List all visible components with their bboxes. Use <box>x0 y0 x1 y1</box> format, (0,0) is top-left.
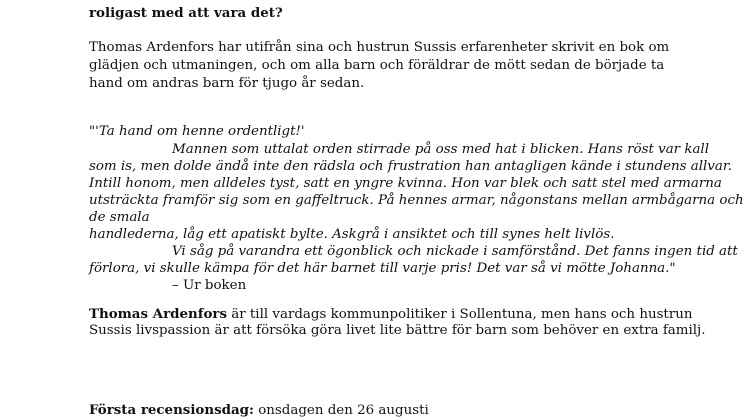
author-bio-line-2: Sussis livspassion är att försöka göra livet lite bättre för barn som behöver en extra familj. <box>89 323 706 338</box>
quote-source: – Ur boken <box>172 278 247 293</box>
quote-line-5: utsträckta framför sig som en gaffeltruck. På hennes armar, någonstans mellan armbågarna och <box>89 193 744 208</box>
quote-line-6: de smala <box>89 210 150 225</box>
quote-line-7: handlederna, låg ett apatiskt bylte. Askgrå i ansiktet och till synes helt livlös. <box>89 227 615 242</box>
author-bio-rest: är till vardags kommunpolitiker i Sollentuna, men hans och hustrun <box>227 307 693 322</box>
quote-line-8: Vi såg på varandra ett ögonblick och nickade i samförstånd. Det fanns ingen tid att <box>172 244 738 259</box>
review-date-value: onsdagen den 26 augusti <box>253 403 429 418</box>
para1-line-2: glädjen och utmaningen, och om alla barn och föräldrar de mött sedan de började ta <box>89 58 665 73</box>
author-name: Thomas Ardenfors <box>89 306 228 322</box>
review-date-label: Första recensionsdag: <box>89 402 254 418</box>
quote-line-1: "'Ta hand om henne ordentligt!' <box>89 124 305 139</box>
para1-line-1: Thomas Ardenfors har utifrån sina och hustrun Sussis erfarenheter skrivit en bok om <box>89 40 670 55</box>
intro-question-tail: roligast med att vara det? <box>89 5 283 21</box>
review-date <box>89 401 429 420</box>
quote-line-2: Mannen som uttalat orden stirrade på oss med hat i blicken. Hans röst var kall <box>172 142 709 157</box>
quote-line-4: Intill honom, men alldeles tyst, satt en yngre kvinna. Hon var blek och satt stel med armarna <box>89 176 722 191</box>
para1-line-3: hand om andras barn för tjugo år sedan. <box>89 76 365 91</box>
quote-line-3: som is, men dolde ändå inte den rädsla och frustration han antagligen kände i stundens allvar. <box>89 159 733 174</box>
quote-line-9: förlora, vi skulle kämpa för det här barnet till varje pris! Det var så vi mötte Johanna." <box>89 261 676 276</box>
